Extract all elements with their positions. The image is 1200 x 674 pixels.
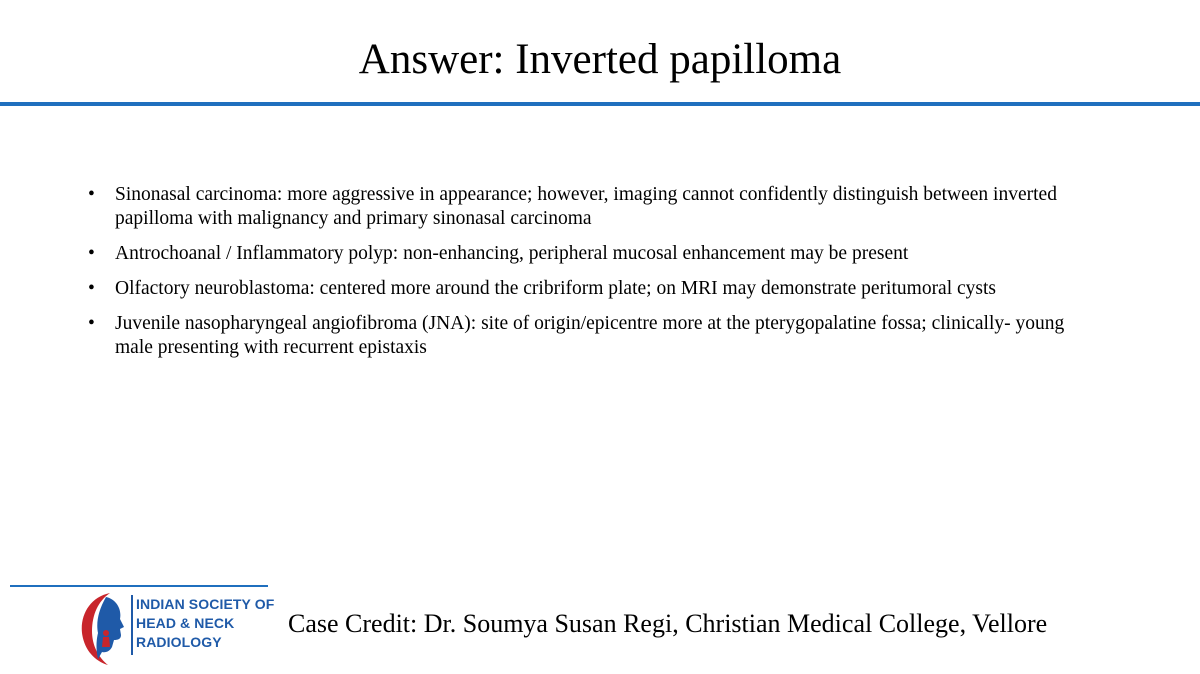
- logo-bar: [131, 595, 133, 655]
- bullet-marker: •: [88, 184, 95, 205]
- slide-title: Answer: Inverted papilloma: [358, 36, 842, 83]
- logo-line-2: HEAD & NECK: [136, 615, 235, 631]
- head-profile-emblem-icon: [76, 589, 128, 667]
- bullet-list: [88, 183, 1078, 371]
- logo-line-1: INDIAN SOCIETY OF: [136, 596, 275, 612]
- bullet-item: [88, 277, 1078, 301]
- bullet-item: [88, 312, 1078, 360]
- logo-divider: [10, 585, 268, 587]
- bullet-text: Juvenile nasopharyngeal angiofibroma (JNA): site of origin/epicentre more at the pterygopalatine fossa; clinically- young male presenting with recurrent epistaxis: [115, 313, 1065, 358]
- bullet-marker: •: [88, 243, 95, 264]
- title-divider: [0, 102, 1200, 106]
- bullet-marker: •: [88, 313, 95, 334]
- bullet-text: Antrochoanal / Inflammatory polyp: non-enhancing, peripheral mucosal enhancement may be present: [115, 243, 909, 264]
- bullet-text: Olfactory neuroblastoma: centered more around the cribriform plate; on MRI may demonstrate peritumoral cysts: [115, 278, 997, 299]
- logo-wordmark: [136, 595, 274, 652]
- bullet-text: Sinonasal carcinoma: more aggressive in appearance; however, imaging cannot confidently distinguish between inverted papilloma with malignancy and primary sinonasal carcinoma: [115, 184, 1057, 229]
- logo-line-3: RADIOLOGY: [136, 634, 222, 650]
- bullet-marker: •: [88, 278, 95, 299]
- bullet-item: [88, 183, 1078, 231]
- society-logo: [10, 585, 275, 671]
- case-credit: Case Credit: Dr. Soumya Susan Regi, Christian Medical College, Vellore: [288, 609, 1048, 638]
- bullet-item: [88, 242, 1078, 266]
